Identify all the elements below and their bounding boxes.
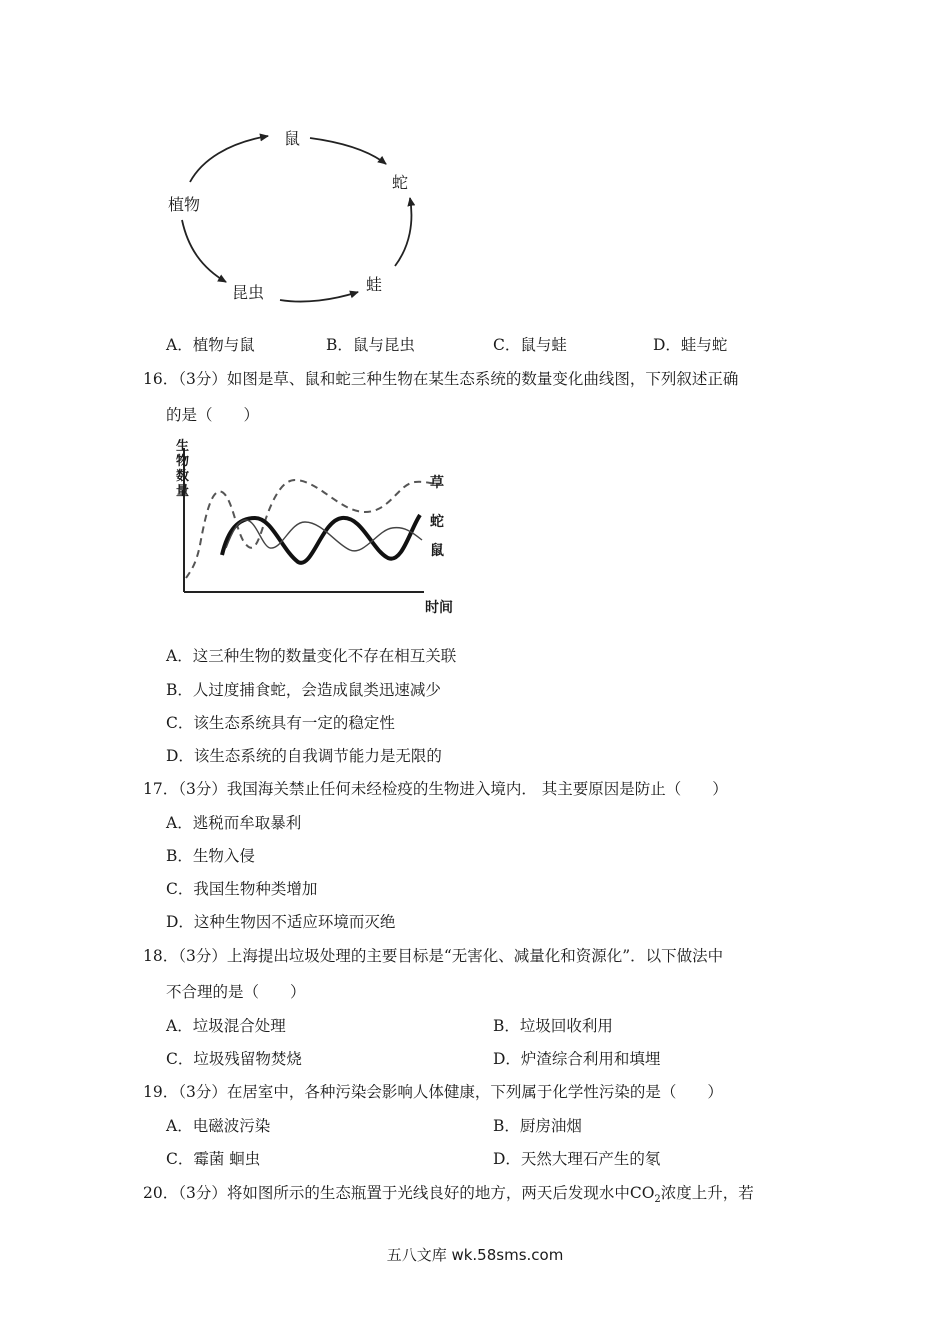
q18-option-c: C．垃圾残留物焚烧 <box>166 1050 302 1068</box>
food-web-node-plant: 植物 <box>168 195 201 214</box>
arrow-mouse-to-snake <box>310 138 386 164</box>
q18-stem-line1: 18．（3分）上海提出垃圾处理的主要目标是“无害化、减量化和资源化”．以下做法中 <box>143 947 724 965</box>
series-line-grass <box>186 480 440 578</box>
q18-option-d: D．炉渣综合利用和填埋 <box>493 1050 661 1068</box>
chart-x-axis-label: 时间 <box>425 600 453 616</box>
q19-stem: 19．（3分）在居室中，各种污染会影响人体健康，下列属于化学性污染的是（ ） <box>143 1083 723 1101</box>
q16-stem-line1: 16．（3分）如图是草、鼠和蛇三种生物在某生态系统的数量变化曲线图，下列叙述正确 <box>143 370 739 388</box>
q19-option-a: A．电磁波污染 <box>166 1117 271 1135</box>
q15-option-b: B．鼠与昆虫 <box>326 336 415 354</box>
q19-option-c: C．霉菌 蛔虫 <box>166 1150 261 1168</box>
q17-option-c: C．我国生物种类增加 <box>166 880 318 898</box>
food-web-diagram <box>0 0 950 330</box>
chart-legend-mouse: 鼠 <box>430 543 444 559</box>
food-web-node-snake: 蛇 <box>392 173 409 192</box>
q16-option-b: B．人过度捕食蛇，会造成鼠类迅速减少 <box>166 681 441 699</box>
chart-legend-grass: 草 <box>430 475 444 491</box>
q16-option-a: A．这三种生物的数量变化不存在相互关联 <box>166 647 457 665</box>
q18-option-a: A．垃圾混合处理 <box>166 1017 286 1035</box>
q16-option-c: C．该生态系统具有一定的稳定性 <box>166 714 395 732</box>
page-footer: 五八文库 wk.58sms.com <box>386 1246 564 1264</box>
q16-option-d: D．该生态系统的自我调节能力是无限的 <box>166 747 442 765</box>
food-web-node-frog: 蛙 <box>366 275 383 294</box>
q15-option-a: A．植物与鼠 <box>166 336 255 354</box>
arrow-plant-to-insect <box>182 220 226 282</box>
q18-stem-line2: 不合理的是（ ） <box>166 983 306 1001</box>
q16-stem-line2: 的是（ ） <box>166 406 260 424</box>
chart-y-axis-label: 生物数量 <box>176 439 190 499</box>
food-web-node-insect: 昆虫 <box>232 283 265 302</box>
q19-option-b: B．厨房油烟 <box>493 1117 582 1135</box>
q18-option-b: B．垃圾回收利用 <box>493 1017 613 1035</box>
arrow-insect-to-frog <box>280 292 358 302</box>
q20-stem <box>143 1183 754 1210</box>
q20-stem-after: 浓度上升，若 <box>660 1184 754 1202</box>
q17-option-b: B．生物入侵 <box>166 847 255 865</box>
q20-stem-before: 20．（3分）将如图所示的生态瓶置于光线良好的地方，两天后发现水中CO <box>143 1184 655 1202</box>
q15-option-c: C．鼠与蛙 <box>493 336 567 354</box>
arrow-frog-to-snake <box>395 198 411 266</box>
q20-stem-subscript: 2 <box>654 1194 661 1206</box>
chart-legend-snake: 蛇 <box>430 514 444 530</box>
arrow-plant-to-mouse <box>190 136 268 182</box>
q17-option-a: A．逃税而牟取暴利 <box>166 814 302 832</box>
q19-option-d: D．天然大理石产生的氡 <box>493 1150 661 1168</box>
q17-stem: 17．（3分）我国海关禁止任何未经检疫的生物进入境内． 其主要原因是防止（ ） <box>143 780 728 798</box>
population-chart <box>0 430 950 620</box>
food-web-node-mouse: 鼠 <box>284 129 301 148</box>
q17-option-d: D．这种生物因不适应环境而灭绝 <box>166 913 396 931</box>
q15-option-d: D．蛙与蛇 <box>653 336 728 354</box>
